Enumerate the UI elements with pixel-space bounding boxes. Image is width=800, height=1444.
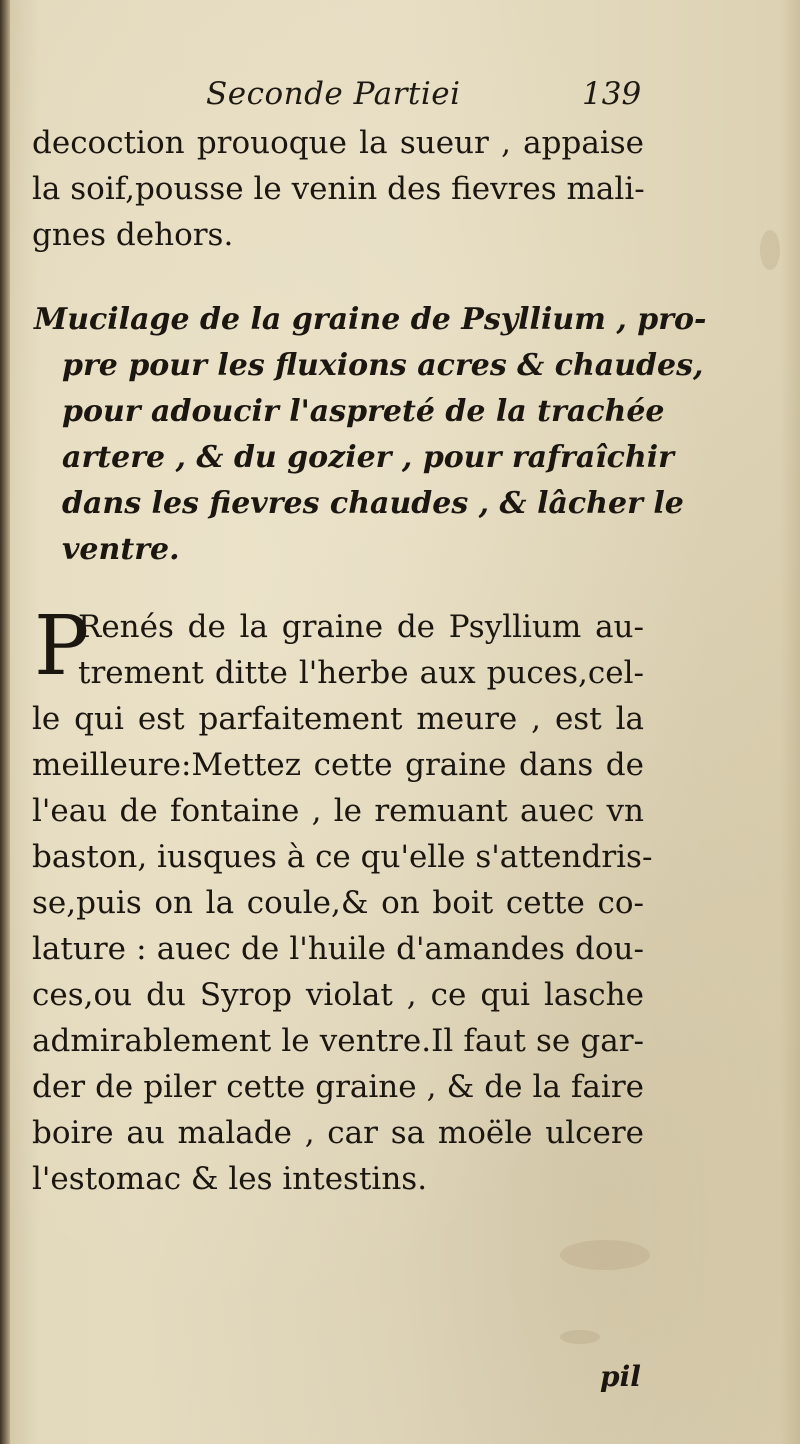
text-line: admirablement le ventre.Il faut se gar- — [32, 1023, 644, 1059]
text-line: lature : auec de l'huile d'amandes dou- — [32, 931, 644, 967]
title-line: dans les fievres chaudes , & lâcher le — [62, 486, 684, 521]
title-line: artere , & du gozier , pour rafraîchir — [62, 440, 674, 475]
paper-stain — [560, 1240, 650, 1270]
title-line: pre pour les fluxions acres & chaudes, — [62, 348, 704, 383]
text-line: boire au malade , car sa moële ulcere — [32, 1115, 644, 1151]
text-line: der de piler cette graine , & de la faire — [32, 1069, 644, 1105]
text-line: se,puis on la coule,& on boit cette co- — [32, 885, 644, 921]
paper-stain — [560, 1330, 600, 1344]
text-line: meilleure:Mettez cette graine dans de — [32, 747, 644, 783]
text-line: l'estomac & les intestins. — [32, 1161, 428, 1197]
page-number: 139 — [582, 76, 642, 112]
text-line: le qui est parfaitement meure , est la — [32, 701, 644, 737]
text-line: gnes dehors. — [32, 217, 234, 253]
text-line: trement ditte l'herbe aux puces,cel- — [78, 655, 644, 691]
text-line: ces,ou du Syrop violat , ce qui lasche — [32, 977, 644, 1013]
catchword: pil — [600, 1360, 641, 1393]
page-header — [30, 74, 650, 118]
paper-stain — [760, 230, 780, 270]
running-title: Seconde Partiei — [206, 76, 461, 112]
text-line: Renés de la graine de Psyllium au- — [78, 609, 644, 645]
text-line: la soif,pousse le venin des fievres mali- — [32, 171, 645, 207]
text-line: decoction prouoque la sueur , appaise — [32, 125, 644, 161]
text-line: l'eau de fontaine , le remuant auec vn — [32, 793, 644, 829]
drop-cap-initial: P — [34, 599, 90, 694]
text-line: baston, iusques à ce qu'elle s'attendris- — [32, 839, 653, 875]
title-line: pour adoucir l'aspreté de la trachée — [62, 394, 665, 429]
page-binding-edge — [0, 0, 10, 1444]
title-line: ventre. — [62, 532, 180, 567]
title-line: Mucilage de la graine de Psyllium , pro- — [34, 302, 707, 337]
